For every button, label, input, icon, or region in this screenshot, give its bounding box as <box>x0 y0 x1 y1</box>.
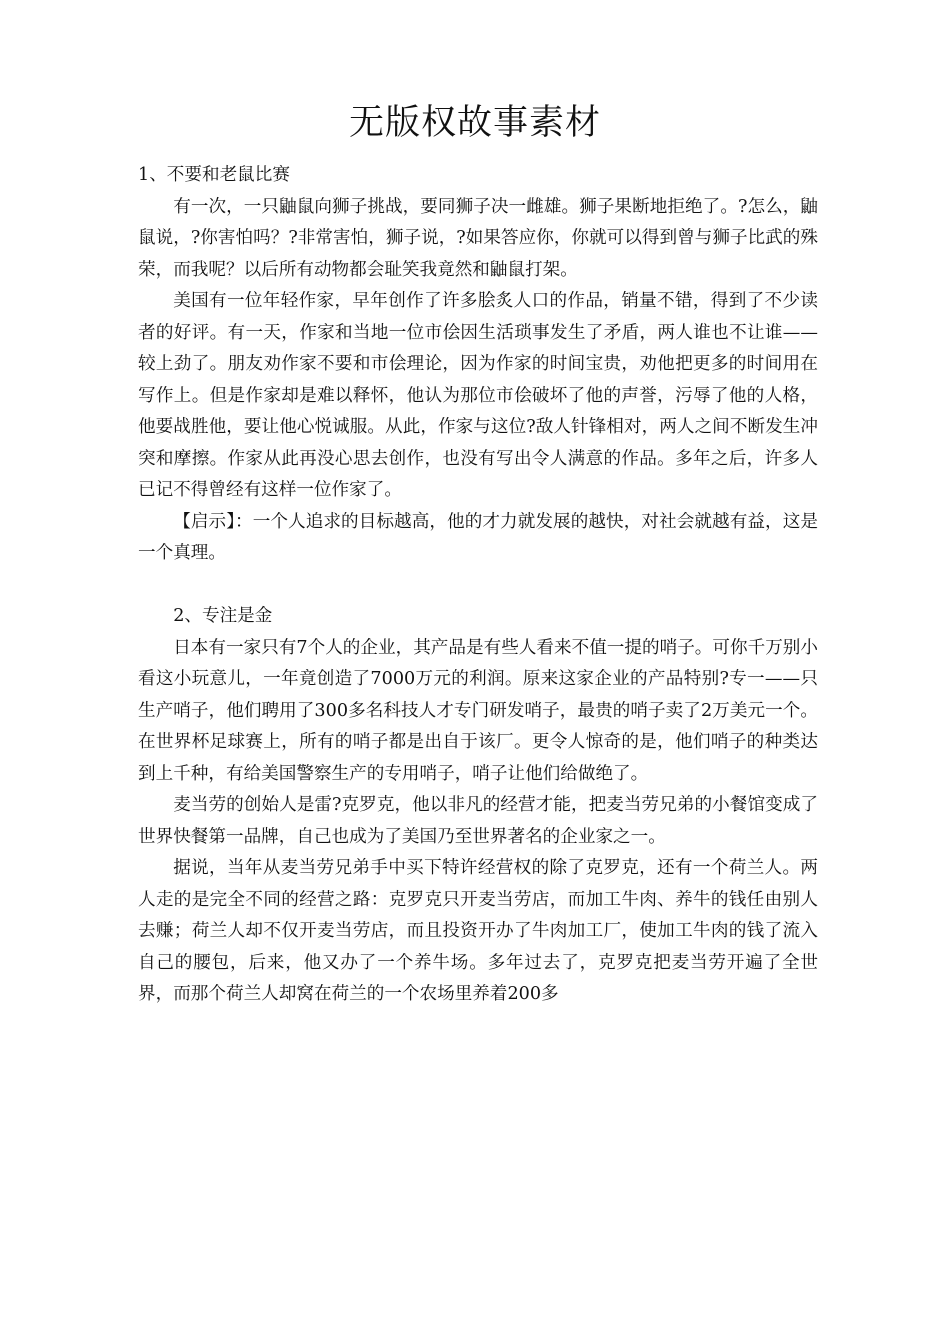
section-1-paragraph-2: 美国有一位年轻作家，早年创作了许多脍炙人口的作品，销量不错，得到了不少读者的好评。有一天，作家和当地一位市侩因生活琐事发生了矛盾，两人谁也不让谁——较上劲了。朋友劝作家不要和市侩理论，因为作家的时间宝贵，劝他把更多的时间用在写作上。但是作家却是难以释怀，他认为那位市侩破坏了他的声誉，污辱了他的人格，他要战胜他，要让他心悦诚服。从此，作家与这位?敌人针锋相对，两人之间不断发生冲突和摩擦。作家从此再没心思去创作，也没有写出令人满意的作品。多年之后，许多人已记不得曾经有这样一位作家了。 <box>138 291 818 500</box>
section-1-paragraph-1: 有一次，一只鼬鼠向狮子挑战，要同狮子决一雌雄。狮子果断地拒绝了。?怎么，鼬鼠说，?你害怕吗？?非常害怕，狮子说，?如果答应你，你就可以得到曾与狮子比武的殊荣，而我呢？以后所有动物都会耻笑我竟然和鼬鼠打架。 <box>138 196 818 280</box>
section-2-paragraph-1: 日本有一家只有7个人的企业，其产品是有些人看来不值一提的哨子。可你千万别小看这小玩意儿，一年竟创造了7000万元的利润。原来这家企业的产品特别?专一——只生产哨子，他们聘用了300多名科技人才专门研发哨子，最贵的哨子卖了2万美元一个。在世界杯足球赛上，所有的哨子都是出自于该厂。更令人惊奇的是，他们哨子的种类达到上千种，有给美国警察生产的专用哨子，哨子让他们给做绝了。 <box>138 637 818 784</box>
document-body <box>138 160 818 1011</box>
section-2-paragraph-3: 据说，当年从麦当劳兄弟手中买下特许经营权的除了克罗克，还有一个荷兰人。两人走的是完全不同的经营之路：克罗克只开麦当劳店，而加工牛肉、养牛的钱任由别人去赚；荷兰人却不仅开麦当劳店，而且投资开办了牛肉加工厂，使加工牛肉的钱了流入自己的腰包，后来，他又办了一个养牛场。多年过去了，克罗克把麦当劳开遍了全世界，而那个荷兰人却窝在荷兰的一个农场里养着200多 <box>138 858 818 1004</box>
section-1-paragraph-3: 【启示】：一个人追求的目标越高，他的才力就发展的越快，对社会就越有益，这是一个真理。 <box>138 511 818 563</box>
section-2-paragraph-2: 麦当劳的创始人是雷?克罗克，他以非凡的经营才能，把麦当劳兄弟的小餐馆变成了世界快餐第一品牌，自己也成为了美国乃至世界著名的企业家之一。 <box>138 795 818 847</box>
section-1-heading: 1、不要和老鼠比赛 <box>138 165 290 185</box>
section-spacer <box>138 570 818 602</box>
document-title: 无版权故事素材 <box>348 103 601 143</box>
section-2-heading: 2、专注是金 <box>173 606 273 626</box>
